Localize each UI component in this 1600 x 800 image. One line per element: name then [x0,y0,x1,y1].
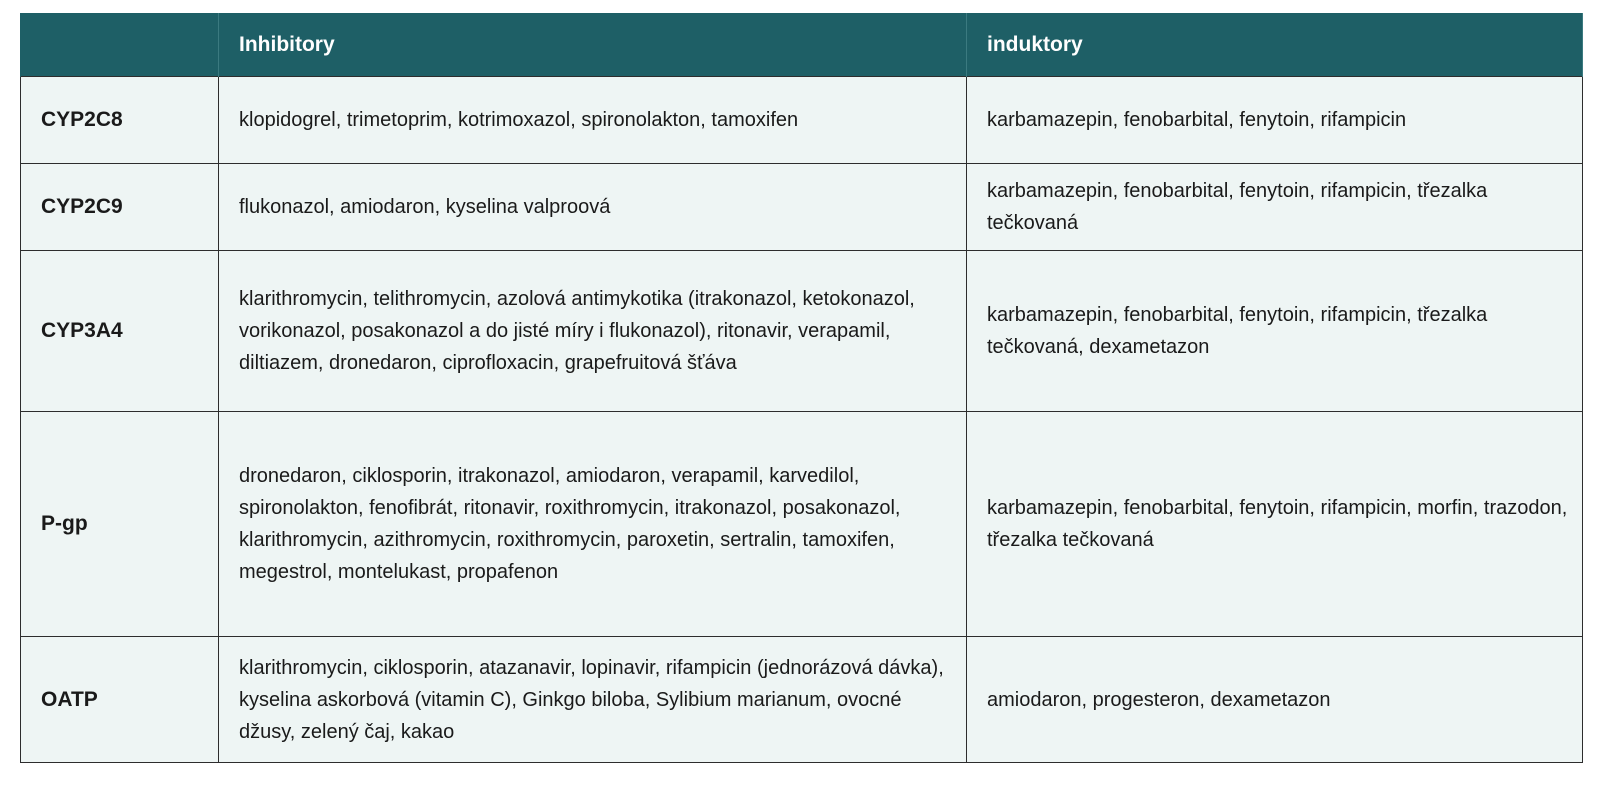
cell-inhibitory: klarithromycin, telithromycin, azolová antimykotika (itrakonazol, ketokonazol, vorikonazol, posakonazol a do jisté míry i flukonazol), ritonavir, verapamil, diltiazem, dronedaron, ciprofloxacin, grapefruitová šťáva [219,251,967,412]
table-row [21,412,1583,637]
row-head-oatp: OATP [21,637,219,763]
cell-inhibitory: flukonazol, amiodaron, kyselina valproová [219,164,967,251]
header-cell-induktory: induktory [967,13,1583,77]
cell-induktory: karbamazepin, fenobarbital, fenytoin, rifampicin, morfin, trazodon, třezalka tečkovaná [967,412,1583,637]
table-header [21,13,1583,77]
header-cell-inhibitory: Inhibitory [219,13,967,77]
cell-induktory: karbamazepin, fenobarbital, fenytoin, rifampicin, třezalka tečkovaná, dexametazon [967,251,1583,412]
row-head-cyp2c8: CYP2C8 [21,77,219,164]
table-row [21,164,1583,251]
table-row [21,637,1583,763]
row-head-p-gp: P-gp [21,412,219,637]
cell-induktory: karbamazepin, fenobarbital, fenytoin, rifampicin, třezalka tečkovaná [967,164,1583,251]
interaction-table [20,13,1583,763]
cell-inhibitory: klopidogrel, trimetoprim, kotrimoxazol, spironolakton, tamoxifen [219,77,967,164]
row-head-cyp2c9: CYP2C9 [21,164,219,251]
table-row [21,77,1583,164]
cell-inhibitory: klarithromycin, ciklosporin, atazanavir, lopinavir, rifampicin (jednorázová dávka), kyselina askorbová (vitamin C), Ginkgo biloba, Sylibium marianum, ovocné džusy, zelený čaj, kakao [219,637,967,763]
header-cell-empty [21,13,219,77]
cell-induktory: amiodaron, progesteron, dexametazon [967,637,1583,763]
header-row [21,13,1583,77]
cell-induktory: karbamazepin, fenobarbital, fenytoin, rifampicin [967,77,1583,164]
cell-inhibitory: dronedaron, ciklosporin, itrakonazol, amiodaron, verapamil, karvedilol, spironolakton, fenofibrát, ritonavir, roxithromycin, itrakonazol, posakonazol, klarithromycin, azithromycin, roxithromycin, paroxetin, sertralin, tamoxifen, megestrol, montelukast, propafenon [219,412,967,637]
table-body [21,77,1583,763]
row-head-cyp3a4: CYP3A4 [21,251,219,412]
table-row [21,251,1583,412]
interaction-table-container [20,13,1582,763]
